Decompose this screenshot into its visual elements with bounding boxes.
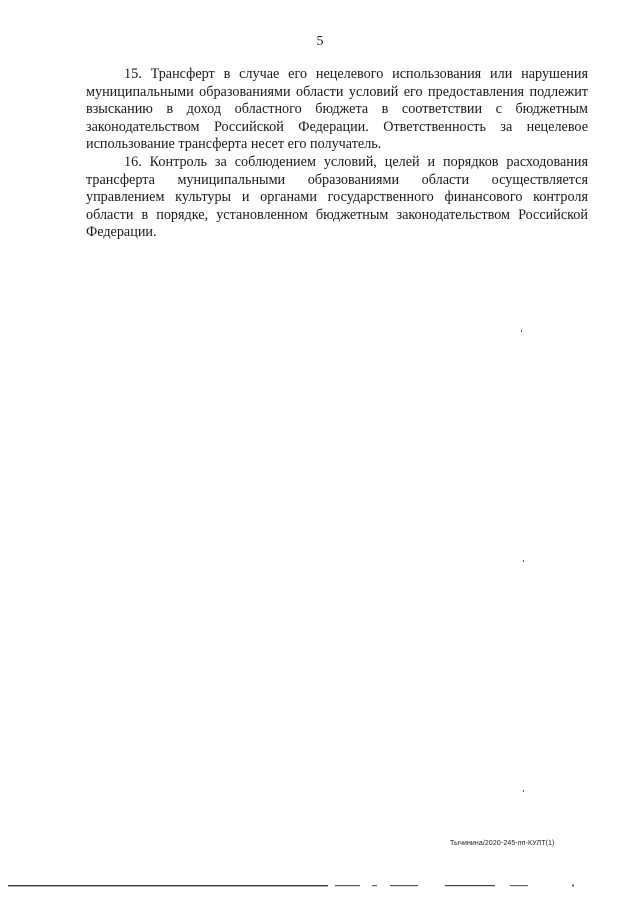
- scan-edge-line: [0, 884, 640, 887]
- scan-speck: [523, 790, 524, 792]
- paragraph-15: 15. Трансферт в случае его нецелевого использования или нарушения муниципальными образованиями области условий его предоставления подлежит взысканию в доход областного бюджета в соответствии с бюджетным законодательством Российской Федерации. Ответственность за нецелевое использование трансферта несет его получатель.: [86, 66, 588, 153]
- paragraph-16: 16. Контроль за соблюдением условий, целей и порядков расходования трансферта муниципальными образованиями области осуществляется управлением культуры и органами государственного финансового контроля области в порядке, установленном бюджетным законодательством Российской Федерации.: [86, 153, 588, 241]
- scan-speck: [521, 330, 522, 332]
- page-number: 5: [316, 34, 324, 49]
- document-code: Тычинина/2020-245-пп-КУЛТ(1): [450, 840, 555, 847]
- scan-speck: [523, 560, 524, 562]
- document-body: [86, 66, 588, 242]
